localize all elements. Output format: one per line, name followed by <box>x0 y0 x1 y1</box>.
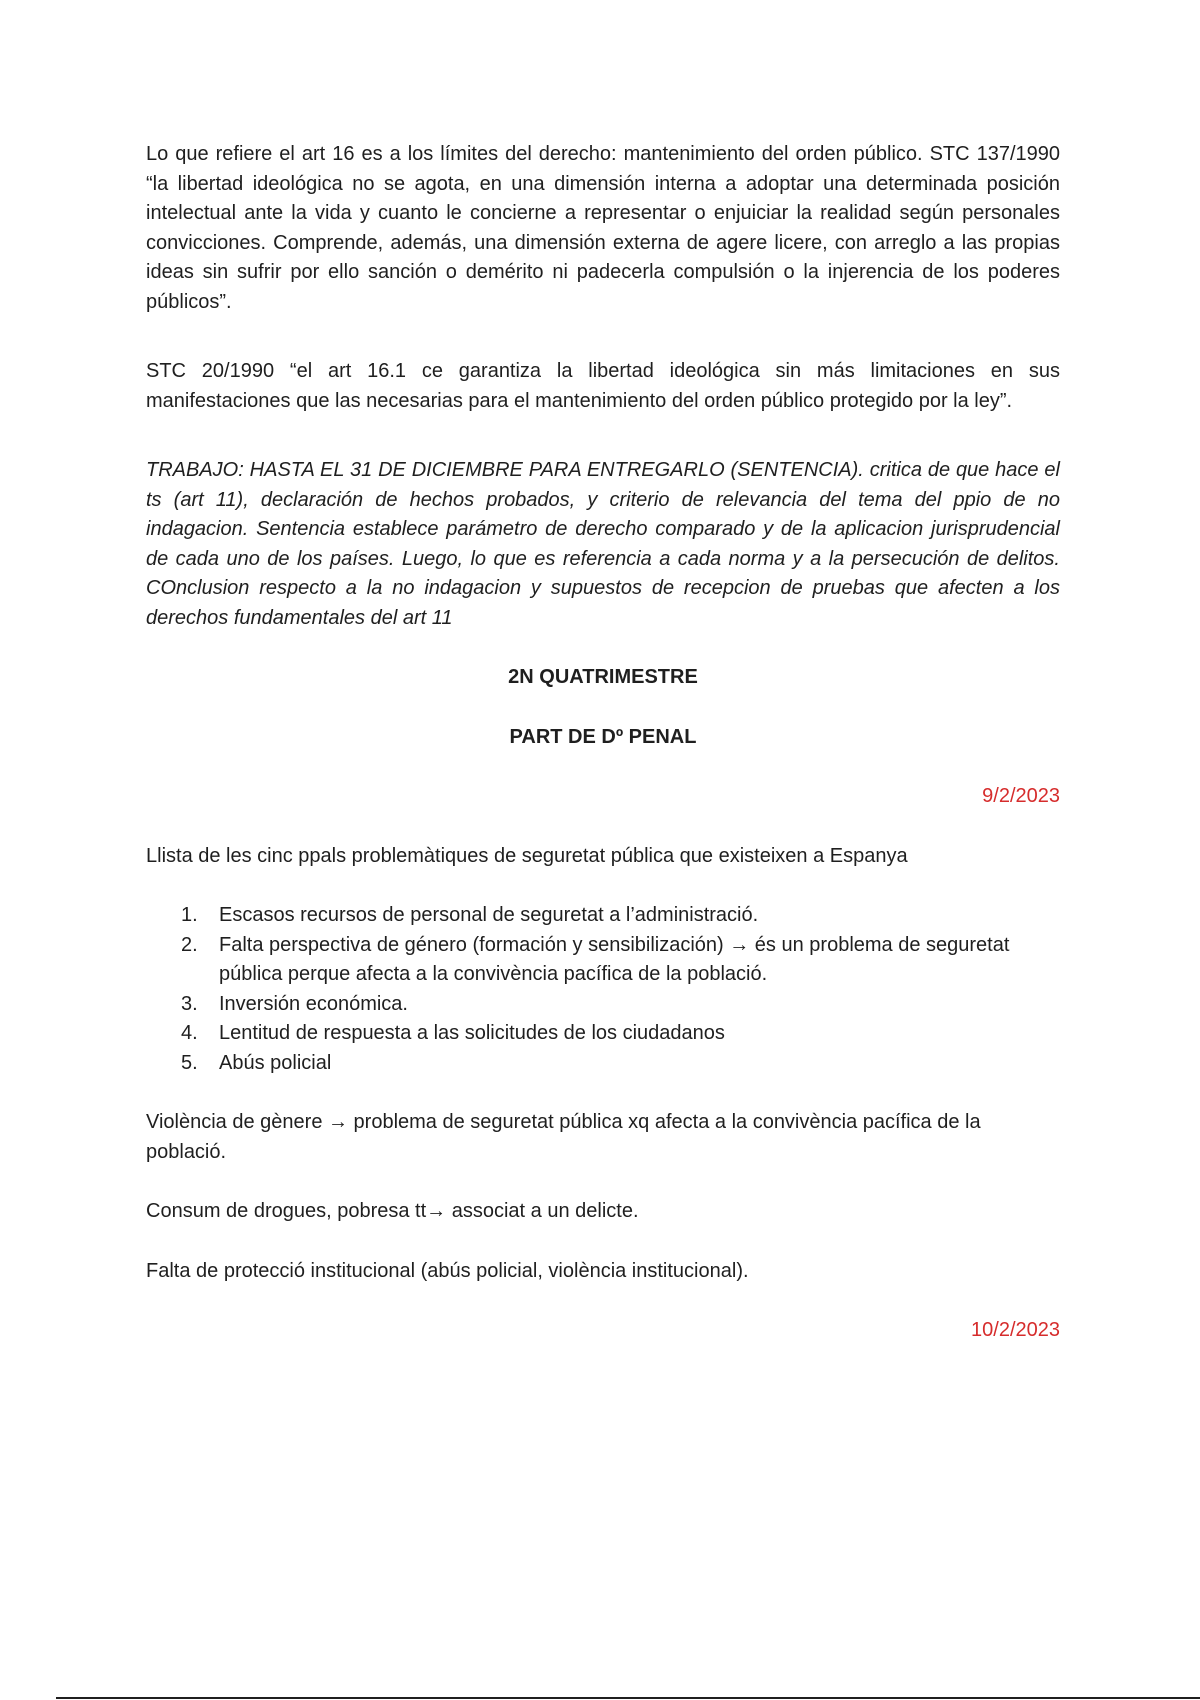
list-number: 3. <box>181 992 198 1015</box>
list-intro: Llista de les cinc ppals problemàtiques de seguretat pública que existeixen a Espanya <box>146 844 908 867</box>
list-text: Falta perspectiva de género (formación y sensibilización) → és un problema de seguretat pública perque afecta a la convivència pacífica de la població. <box>219 933 1010 985</box>
paragraph-trabajo: TRABAJO: HASTA EL 31 DE DICIEMBRE PARA ENTREGARLO (SENTENCIA). critica de que hace el ts (art 11), declaración de hechos probados, y criterio de relevancia del tema del ppio de no indagacion. Sentencia establece parámetro de derecho comparado y de la aplicacion jurisprudencial de cada uno de los países. Luego, lo que es referencia a cada norma y a la persecución de delitos. COnclusion respecto a la no indagacion y supuestos de recepcion de pruebas que afecten a los derechos fundamentales del art 11 <box>146 459 1060 629</box>
date-label: 10/2/2023 <box>971 1319 1060 1341</box>
page-bottom-rule <box>56 1697 1200 1699</box>
list-item <box>146 1049 1060 1079</box>
heading-quatrimestre: 2N QUATRIMESTRE <box>508 666 698 688</box>
list-number: 4. <box>181 1022 198 1044</box>
note-drogues: Consum de drogues, pobresa tt→ associat a un delicte. <box>146 1200 639 1222</box>
date-label: 9/2/2023 <box>982 785 1060 807</box>
list-item <box>146 931 1060 990</box>
note-proteccio: Falta de protecció institucional (abús policial, violència institucional). <box>146 1259 749 1282</box>
paragraph-art16: Lo que refiere el art 16 es a los límites del derecho: mantenimiento del orden público. STC 137/1990 “la libertad ideológica no se agota, en una dimensión interna a adoptar una determinada posición intelectual ante la vida y cuanto le concierne a representar o enjuiciar la realidad según personales convicciones. Comprende, además, una dimensión externa de agere licere, con arreglo a las propias ideas sin sufrir por ello sanción o demérito ni padecerla compulsión o la injerencia de los poderes públicos”. <box>146 143 1060 313</box>
paragraph-stc-20-1990: STC 20/1990 “el art 16.1 ce garantiza la libertad ideológica sin más limitaciones en sus manifestaciones que las necesarias para el mantenimiento del orden público protegido por la ley”. <box>146 360 1060 412</box>
list-item <box>146 1019 1060 1049</box>
list-text: Inversión económica. <box>219 992 408 1015</box>
list-number: 1. <box>181 904 198 926</box>
list-item <box>146 990 1060 1020</box>
problems-list <box>146 901 1060 1078</box>
list-number: 2. <box>181 933 198 956</box>
list-number: 5. <box>181 1051 198 1074</box>
list-text: Escasos recursos de personal de seguretat a l’administració. <box>219 904 759 926</box>
note-violencia: Violència de gènere → problema de seguretat pública xq afecta a la convivència pacífica de la població. <box>146 1111 981 1163</box>
list-item <box>146 901 1060 931</box>
document-page <box>146 140 1060 1346</box>
list-text: Abús policial <box>219 1051 332 1074</box>
list-text: Lentitud de respuesta a las solicitudes de los ciudadanos <box>219 1022 725 1044</box>
heading-part-penal: PART DE Dº PENAL <box>509 725 697 748</box>
